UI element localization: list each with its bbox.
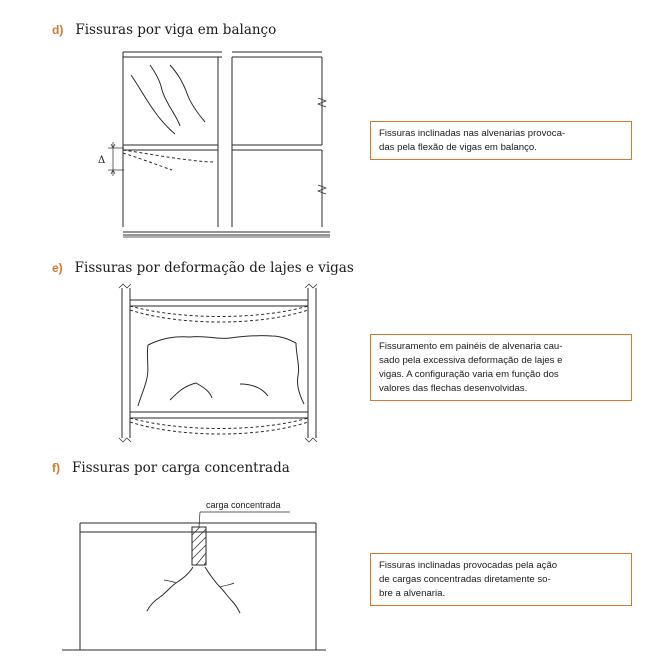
section-e-title: Fissuras por deformação de lajes e vigas <box>74 260 354 276</box>
section-d-heading <box>52 22 276 38</box>
section-f-heading <box>52 460 290 476</box>
section-d-letter: d) <box>52 23 64 37</box>
section-e-letter: e) <box>52 261 63 275</box>
note-d-line-1: Fissuras inclinadas nas alvenarias provoca- <box>379 128 566 139</box>
note-e-line-4: valores das flechas desenvolvidas. <box>379 383 528 394</box>
note-e-line-2: sado pela excessiva deformação de lajes e <box>379 355 563 366</box>
load-label: carga concentrada <box>206 500 281 510</box>
note-d-line-2: das pela flexão de vigas em balanço. <box>379 142 537 153</box>
section-f-letter: f) <box>52 461 60 475</box>
note-f-line-2: de cargas concentradas diretamente so- <box>379 574 551 585</box>
note-f-line-3: bre a alvenaria. <box>379 588 446 599</box>
note-e-line-3: vigas. A configuração varia em função dos <box>379 369 559 380</box>
note-f-line-1: Fissuras inclinadas provocadas pela ação <box>379 560 558 571</box>
section-e-heading <box>52 260 354 276</box>
note-e <box>370 334 632 401</box>
note-f <box>370 553 632 606</box>
section-f-title: Fissuras por carga concentrada <box>72 460 290 476</box>
note-d <box>370 121 632 160</box>
note-e-line-1: Fissuramento em painéis de alvenaria cau- <box>379 341 563 352</box>
section-d-title: Fissuras por viga em balanço <box>75 22 277 38</box>
delta-symbol: Δ <box>98 155 106 166</box>
